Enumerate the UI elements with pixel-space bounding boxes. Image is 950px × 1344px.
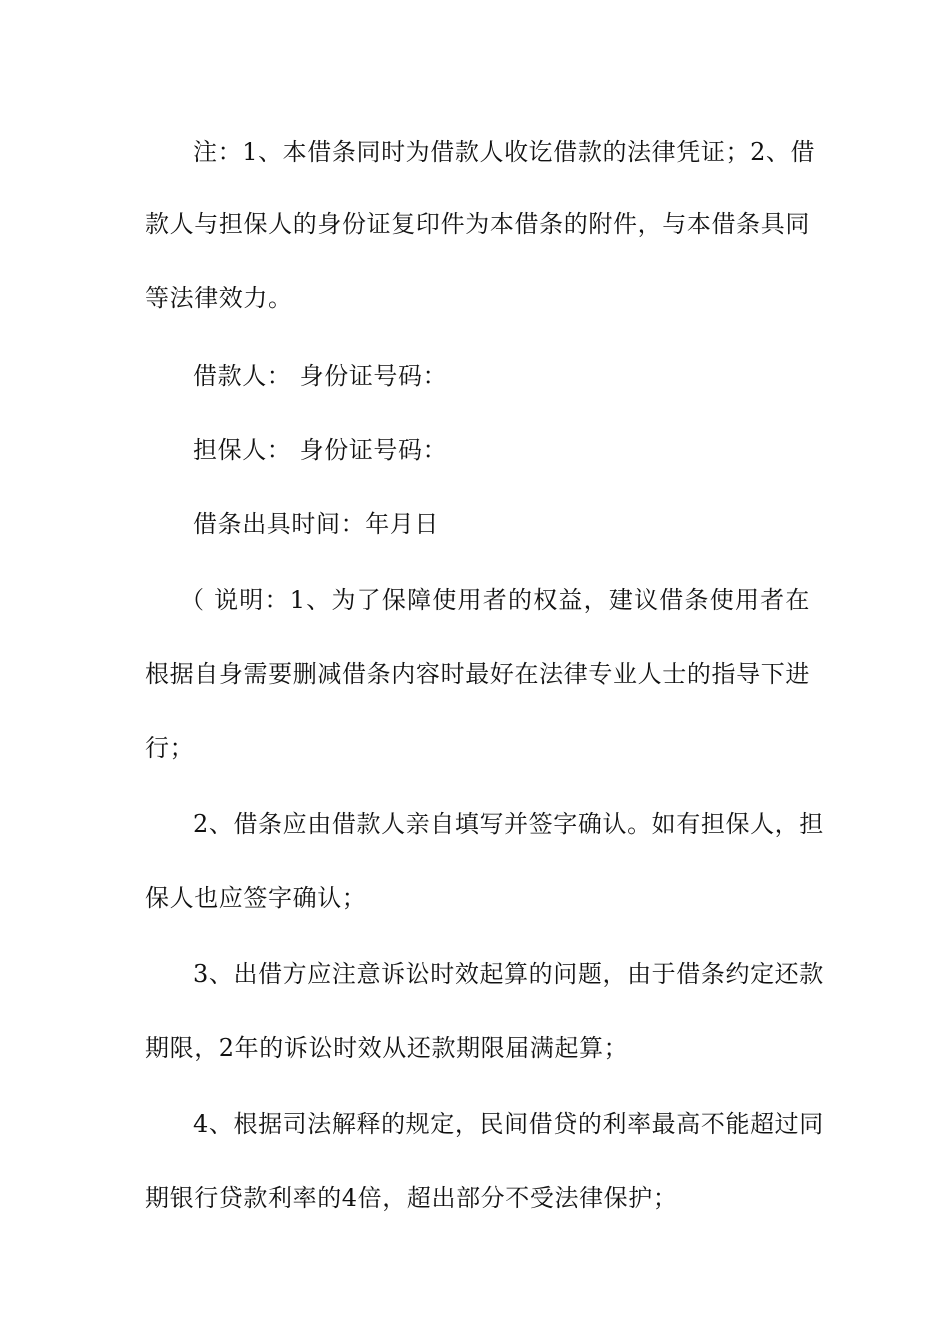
explanation-line-1: （ 说明：1、为了保障使用者的权益，建议借条使用者在 [180,586,810,614]
borrower-line: 借款人： 身份证号码： [193,362,448,390]
explanation-item-2-line-2: 保人也应签字确认； [145,884,367,912]
issue-date-line: 借条出具时间：年月日 [193,510,439,538]
explanation-line-3: 行； [145,734,195,762]
explanation-item-3-line-1: 3、出借方应注意诉讼时效起算的问题，由于借条约定还款 [193,960,824,988]
note-line-1: 注：1、本借条同时为借款人收讫借款的法律凭证；2、借 [193,138,816,166]
note-line-3: 等法律效力。 [145,284,293,312]
explanation-item-4-line-1: 4、根据司法解释的规定，民间借贷的利率最高不能超过同 [193,1110,824,1138]
guarantor-line: 担保人： 身份证号码： [193,436,448,464]
explanation-item-3-line-2: 期限，2年的诉讼时效从还款期限届满起算； [145,1034,629,1062]
explanation-line-2: 根据自身需要删减借条内容时最好在法律专业人士的指导下进 [145,660,810,688]
explanation-item-2-line-1: 2、借条应由借款人亲自填写并签字确认。如有担保人，担 [193,810,824,838]
note-line-2: 款人与担保人的身份证复印件为本借条的附件，与本借条具同 [145,210,810,238]
explanation-item-4-line-2: 期银行贷款利率的4倍，超出部分不受法律保护； [145,1184,678,1212]
